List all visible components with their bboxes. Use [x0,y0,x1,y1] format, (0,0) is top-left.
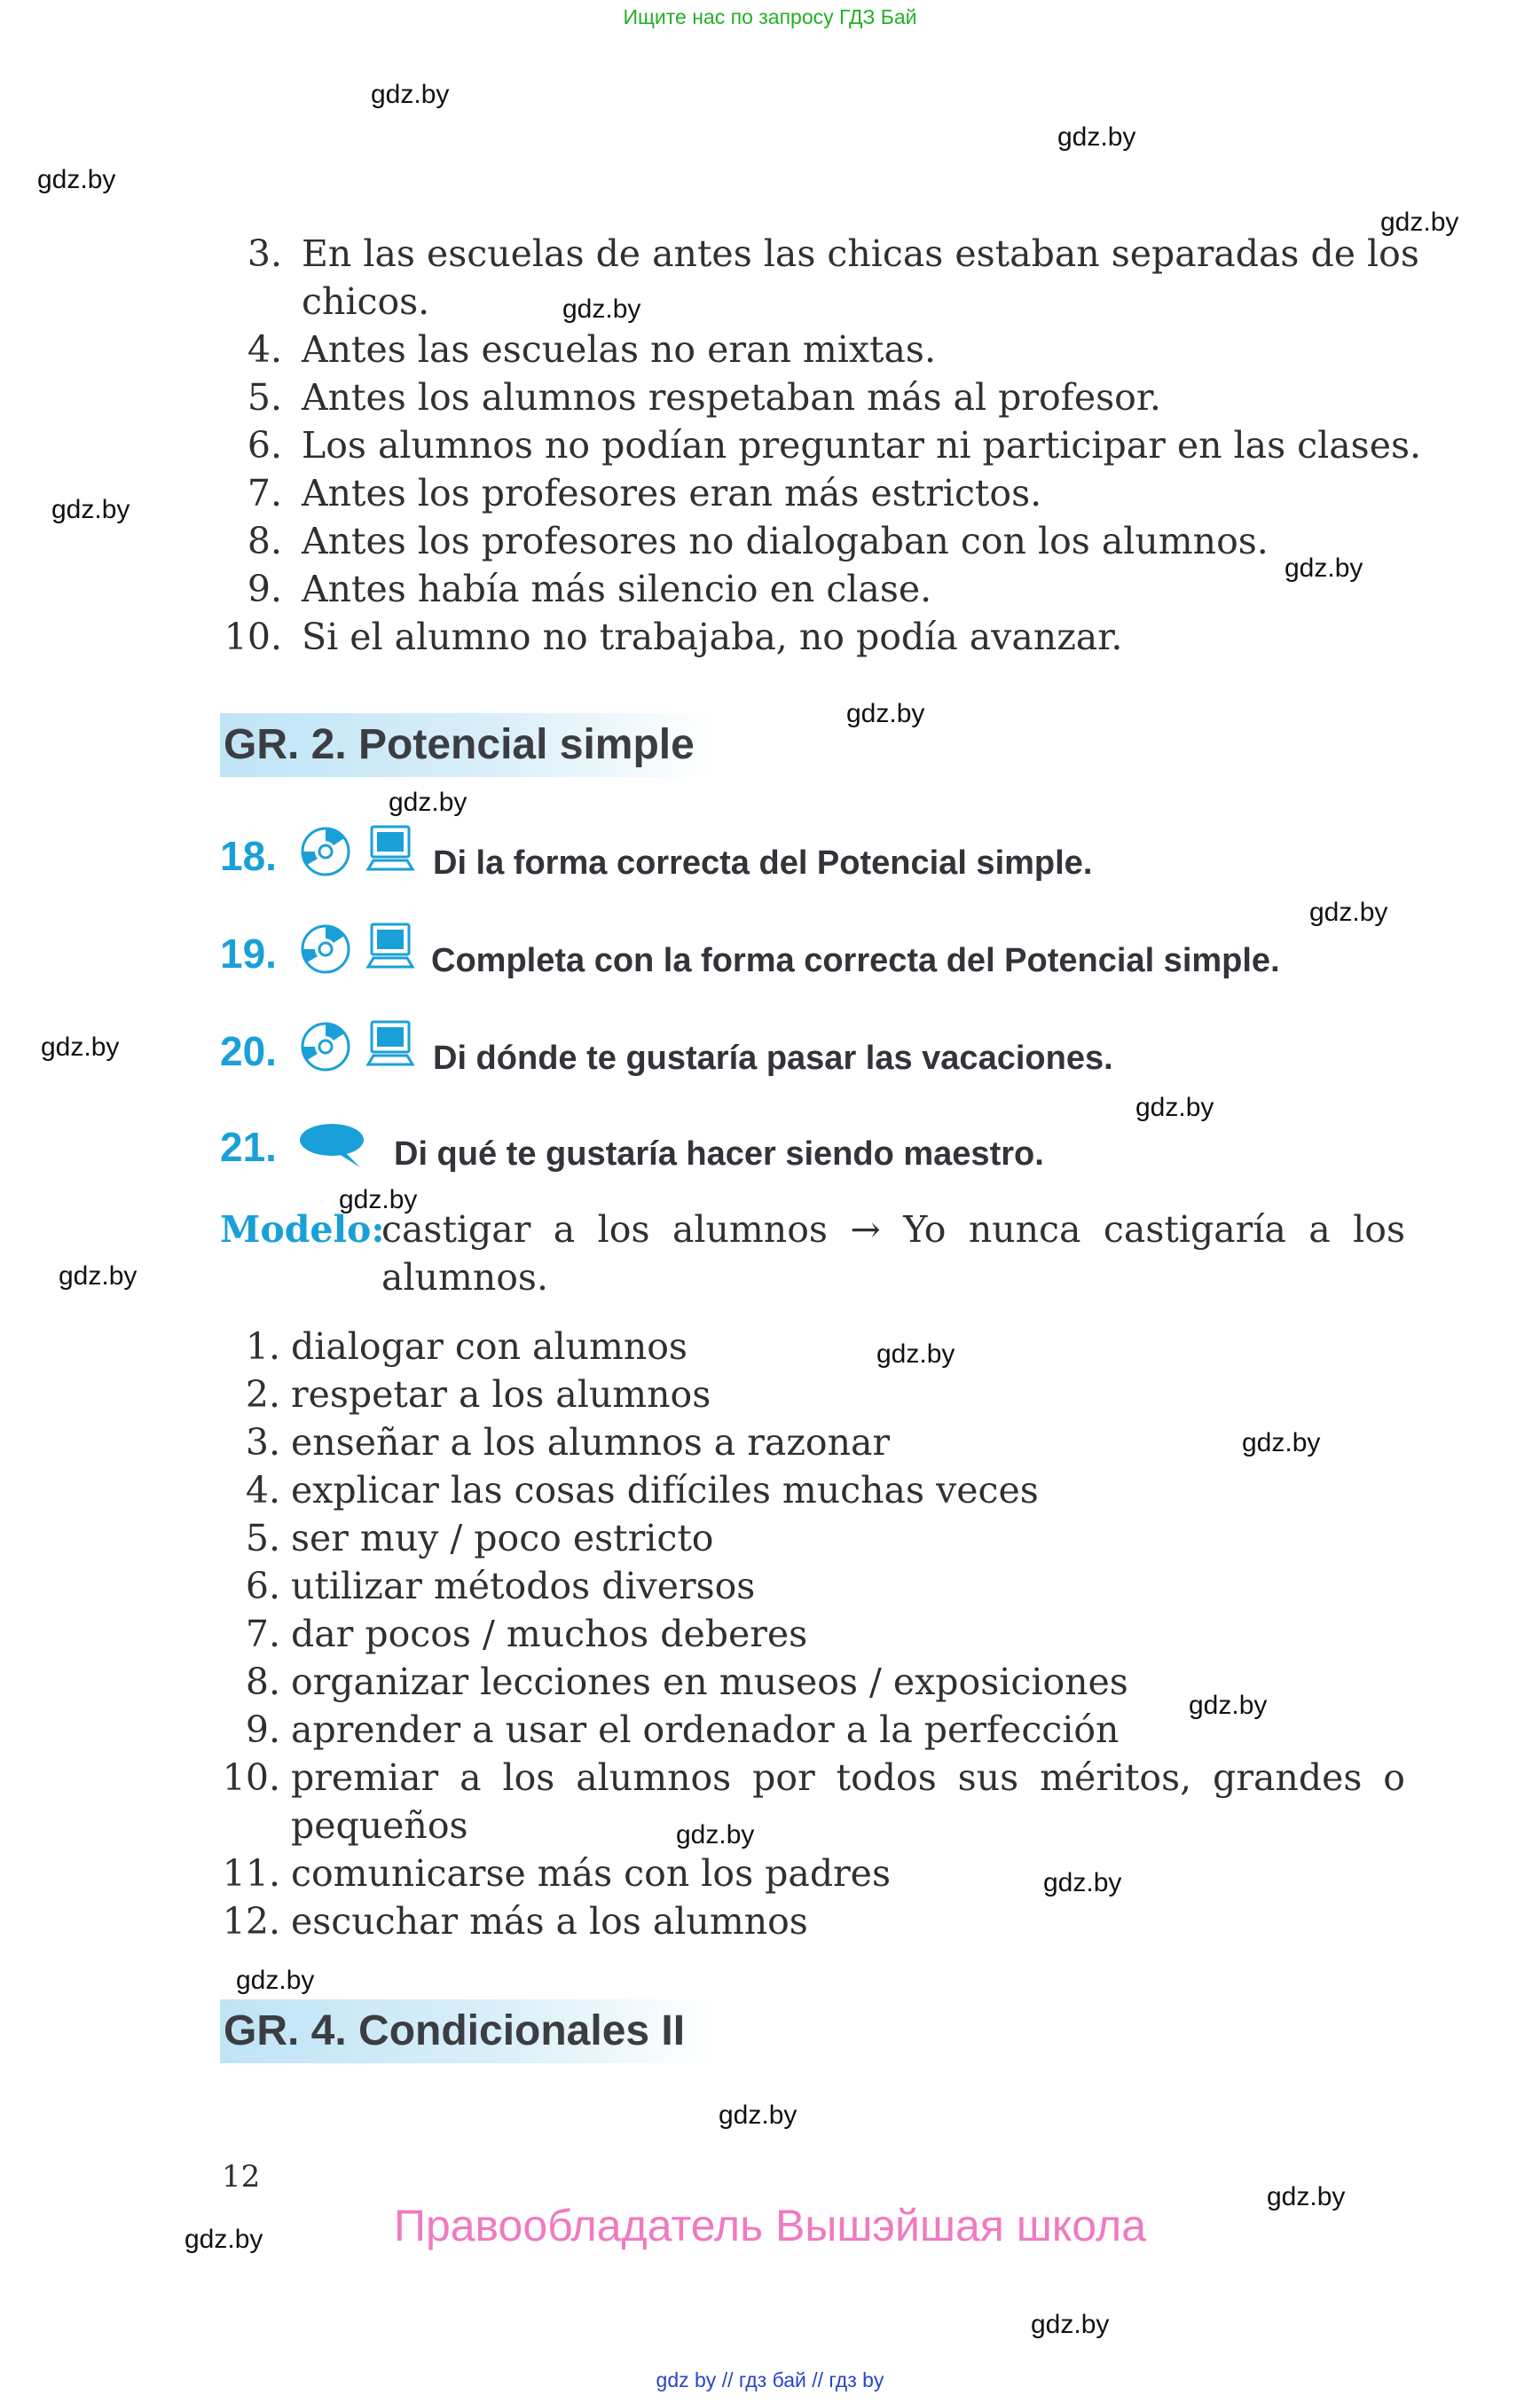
list-item-number: 9. [247,568,282,610]
list-item-text: respetar a los alumnos [291,1373,711,1416]
list-item-text: Antes los profesores eran más estrictos. [302,472,1042,514]
cd-icon [298,923,353,976]
section-heading-gr2 [220,713,717,777]
list-item-text: En las escuelas de antes las chicas estaban separadas de los [302,232,1419,275]
watermark: gdz.by [37,165,116,194]
exercise-instruction: Completa con la forma correcta del Potencial simple. [431,942,1280,979]
watermark: gdz.by [1135,1093,1214,1122]
list-item-number: 7. [247,472,282,514]
list-item-text: Antes los alumnos respetaban más al profesor. [302,376,1161,419]
list-item-text: organizar lecciones en museos / exposiciones [291,1661,1128,1703]
list-item-text: Antes los profesores no dialogaban con los alumnos. [302,520,1269,562]
list-item-number: 8. [247,520,282,562]
cd-icon [298,1020,353,1073]
section-heading-gr4 [220,1999,717,2063]
list-item-text: enseñar a los alumnos a razonar [291,1421,891,1464]
watermark: gdz.by [389,788,468,817]
computer-icon [365,1018,415,1072]
list-item-text: escuchar más a los alumnos [291,1900,808,1943]
watermark: gdz.by [719,2101,798,2130]
watermark: gdz.by [371,80,450,109]
list-item-number: 7. [245,1613,280,1655]
section-heading-text: GR. 2. Potencial simple [224,721,695,768]
list-item-number: 2. [245,1373,280,1416]
list-item-text: pequeños [291,1804,468,1847]
exercise-instruction: Di dónde te gustaría pasar las vacaciones. [433,1040,1113,1077]
modelo-example-line: castigar a los alumnos → Yo nunca castigaría a los [381,1208,1405,1251]
list-item-number: 10. [224,616,282,658]
list-item-text: comunicarse más con los padres [291,1852,891,1895]
watermark: gdz.by [1380,208,1459,237]
computer-icon [365,921,415,974]
watermark: gdz.by [1043,1868,1122,1897]
list-item-number: 6. [245,1565,280,1607]
exercise-instruction: Di qué te gustaría hacer siendo maestro. [394,1135,1044,1173]
watermark: gdz.by [185,2225,263,2254]
exercise-instruction: Di la forma correcta del Potencial simple. [433,844,1093,882]
list-item-number: 5. [245,1517,280,1559]
watermark: gdz.by [562,294,641,324]
top-banner: Ищите нас по запросу ГДЗ Бай [623,5,917,28]
computer-icon [365,823,415,876]
watermark: gdz.by [339,1185,418,1214]
watermark: gdz.by [1267,2182,1346,2211]
list-item-number: 12. [222,1900,280,1943]
watermark: gdz.by [236,1966,315,1995]
watermark: gdz.by [1285,554,1363,583]
watermark: gdz.by [59,1261,138,1291]
list-item-text: aprender a usar el ordenador a la perfección [291,1708,1120,1751]
list-item-number: 10. [222,1756,280,1799]
exercise-number: 19. [220,931,277,977]
list-item-number: 5. [247,376,282,419]
list-item-number: 4. [247,328,282,371]
page-number: 12 [222,2159,261,2195]
list-item-text: Antes había más silencio en clase. [302,568,932,610]
list-item-text: dialogar con alumnos [291,1325,688,1368]
watermark: gdz.by [876,1339,955,1369]
list-item-number: 11. [222,1852,280,1895]
list-item-text: explicar las cosas difíciles muchas veces [291,1469,1039,1512]
watermark: gdz.by [41,1033,120,1062]
list-item-number: 8. [245,1661,280,1703]
list-item-text: dar pocos / muchos deberes [291,1613,808,1655]
list-item-number: 6. [247,424,282,467]
modelo-label: Modelo: [220,1208,385,1251]
list-item-text: Los alumnos no podían preguntar ni participar en las clases. [302,424,1422,467]
list-item-text: utilizar métodos diversos [291,1565,756,1607]
list-item-text: chicos. [302,280,430,323]
list-item-text: Antes las escuelas no eran mixtas. [302,328,936,371]
list-item-number: 4. [245,1469,280,1512]
list-item-number: 3. [245,1421,280,1464]
watermark: gdz.by [1309,898,1388,927]
watermark: gdz.by [51,495,130,524]
watermark: gdz.by [1057,122,1136,152]
speech-bubble-icon [298,1121,367,1169]
list-item-text: premiar a los alumnos por todos sus méritos, grandes o [291,1756,1405,1799]
list-item-text: Si el alumno no trabajaba, no podía avanzar. [302,616,1123,658]
cd-icon [298,825,353,878]
watermark: gdz.by [1189,1691,1268,1720]
modelo-example-line: alumnos. [381,1256,549,1299]
section-heading-text: GR. 4. Condicionales II [224,2007,686,2054]
list-item-number: 3. [247,232,282,275]
copyright-notice: Правообладатель Вышэйшая школа [394,2201,1146,2250]
watermark: gdz.by [1242,1428,1321,1457]
exercise-number: 20. [220,1028,277,1074]
list-item-number: 1. [245,1325,280,1368]
exercise-number: 18. [220,833,277,879]
watermark: gdz.by [1031,2310,1110,2339]
list-item-text: ser muy / poco estricto [291,1517,714,1559]
exercise-number: 21. [220,1124,277,1170]
list-item-number: 9. [245,1708,280,1751]
watermark: gdz.by [846,699,925,728]
footer-links[interactable]: gdz by // гдз бай // гдз by [656,2368,884,2391]
watermark: gdz.by [676,1820,755,1849]
